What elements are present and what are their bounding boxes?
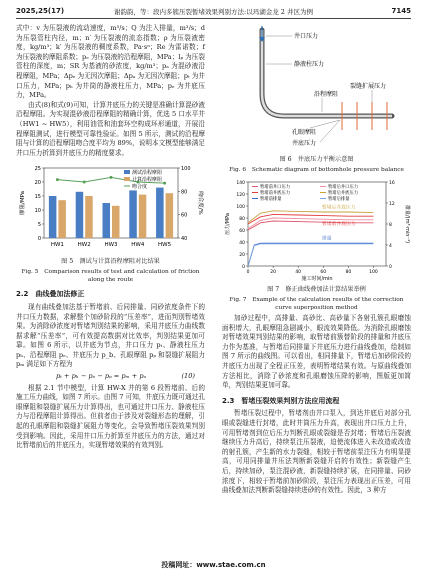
paragraph-hwx-calc: 根据 2.1 节中模型，计算 HW-X 井的第 6 段暂堵前、后的施工压力曲线，如图 7 所示。由图 7 可知，井底压力既可通过孔眼摩阻和裂缝扩展压力计算得出，也可通过井口压力、静液柱压力与沿程摩阻计算得出。但前者由于涉及对裂缝形态的理解，引起的孔眼摩阻和裂缝扩展阻力等变化，会导致暂堵压裂效果判别受到影响。因此，采用井口压力折算至井底压力的方法，通过对比暂堵前后的井底压力，实现暂堵效果的有效判别。	[16, 383, 205, 450]
friction-comparison-chart	[16, 160, 205, 256]
running-header	[0, 0, 427, 20]
figure-5-caption-en: Fig. 5 Comparison results of test and calculation of friction along the route	[21, 269, 200, 284]
fit-point	[56, 178, 59, 181]
perforation-leader	[310, 120, 340, 128]
running-title: 谢韵韵，等：段内多簇压裂暂堵效果判别方法:以玛湖金龙 2 井区为例	[114, 8, 313, 16]
y-tick-label: 10	[34, 208, 41, 215]
bar-test	[76, 192, 84, 238]
series-line	[248, 244, 373, 266]
y-right-tick-label: 60	[181, 212, 188, 219]
y-axis-label: 压力/MPa	[225, 213, 231, 235]
bar-test	[49, 196, 57, 238]
legend-label: 暂堵后排量	[328, 197, 350, 202]
y-tick-label: 5	[37, 222, 41, 229]
x-tick-label: 100	[369, 270, 378, 275]
legend-label: 暂堵后井口压力	[328, 185, 359, 190]
figure-7-caption-en: Fig. 7 Example of the calculation results of the correction curve superposition method	[229, 297, 404, 311]
x-tick-label: 0	[246, 270, 250, 275]
y-right-tick-label: 100	[181, 166, 191, 173]
bar-calc	[139, 195, 147, 238]
bar-calc	[112, 206, 120, 238]
x-tick-label: 20	[270, 270, 276, 275]
y-tick-label: 15	[34, 194, 41, 201]
legend-label: 测试沿程摩阻	[132, 170, 163, 177]
perforation-label: 孔眼摩阻	[292, 129, 317, 136]
annotation-after-bottomhole: 暂堵后井底压力	[322, 205, 356, 211]
x-tick-label: 40	[295, 270, 302, 275]
bottomhole-label: 井底压力	[292, 140, 317, 147]
y-tick-label: 140	[236, 181, 245, 186]
y-right-tick-label: 0	[389, 265, 392, 270]
paragraph-sand-stage: 加砂过程中，高排量、高砂比、高砂量下各射孔簇孔眼磨蚀面积增大，孔眼摩阻急剧减小，眼流效果降低。为消除孔眼磨蚀对暂堵效果判别结果的影响，取暂堵前簇替阶段的排量和井底压力作为基准，与暂堵后同排量下井底压力进行曲线叠加，绘制如图 7 所示的曲线图。可以看出，相同排量下，暂堵后加砂阶段的井底压力出现了全程正压差，表明暂堵结果有效。与原曲线叠加方法相比，消除了砂浓度和孔眼磨蚀压降的影响，图版更加简单，判别结果更加可靠。	[222, 314, 411, 390]
y-right-axis-label: 排量/(m³·min⁻¹)	[404, 204, 410, 244]
right-column	[222, 24, 411, 496]
y-tick-label: 100	[236, 205, 245, 210]
friction-label: 沿程摩阻	[314, 91, 339, 98]
bar-calc	[166, 194, 174, 239]
footer-site: 投稿网址：www.stae.com.cn	[161, 561, 266, 569]
x-axis-label: 施工时间/min	[301, 276, 333, 282]
bar-calc	[85, 196, 93, 238]
y-right-tick-label: 12	[389, 202, 395, 207]
figure-6-diagram	[222, 24, 411, 154]
fit-point	[163, 182, 166, 185]
section-2-3-heading: 2.3 暂堵压裂效果判别方法应用流程	[222, 396, 340, 405]
x-tick-label: 80	[345, 270, 352, 275]
legend-label: 计算沿程摩阻	[132, 177, 163, 184]
legend-label: 暂堵前排量	[260, 197, 282, 202]
figure-5-caption-cn: 图 5 测试与计算沿程摩阻对比结果	[61, 258, 160, 266]
x-tick-label: HW2	[77, 242, 91, 249]
series-line	[248, 211, 373, 223]
paragraph-curve-method: 现有曲线叠加法基于暂堵前、后同排量、同砂浓度条件下的井口压力数据，求解整个加砂阶段的“压差率”，进而判别暂堵效果。为消除砂浓度对暂堵判别结果的影响，采用井底压力曲线数据求解“压差率”，可有效提高数据对比效率，判别结果更加可靠。如图 6 所示，以井底为节点，井口压力 pₜ、静液柱压力 pₕ、沿程摩阻 pₑ、井底压力 p_b、孔眼摩阻 pₚ 和裂缝扩展阻力 pₘ 满足如下方程为	[16, 302, 205, 369]
legend-swatch	[124, 177, 130, 181]
bar-calc	[58, 201, 66, 239]
figure-7-chart	[222, 176, 411, 284]
y-tick-label: 0	[37, 236, 41, 243]
equation-10	[16, 372, 205, 382]
y-tick-label: 80	[239, 217, 245, 222]
bottomhole-pressure-diagram	[222, 24, 411, 154]
bar-test	[102, 203, 110, 238]
annotation-before-bottomhole: 暂堵前井底压力	[322, 222, 356, 228]
y-tick-label: 20	[34, 180, 41, 187]
paragraph-symbols: 式中：v 为压裂液的流动速度，m³/s；Q 为注入排量，m³/s；d 为压裂管柱内径，m；n′ 为压裂液的流态指数；ρ 为压裂液密度，kg/m³；k′ 为压裂液的稠度系数，Pa·sⁿ；Re 为雷诺数；f 为压裂液的摩阻系数；pₑ 为压裂液的沿程摩阻，MPa；lₚ 为压裂管柱的深度，m；SR 为基液的砂浓度，kg/m³；pₐ 为混砂液沿程摩阻，MPa；Δpₑ 为无因次摩阻；Δpₐ 为无因次摩阻；pₜ 为井口压力，MPa；pₕ 为井筒的静液柱压力，MPa；pₑ 为井底压力，MPa。	[16, 24, 205, 100]
legend-swatch	[124, 170, 130, 174]
series-line	[248, 243, 373, 266]
y-tick-label: 120	[236, 193, 245, 198]
figure-7-caption-cn: 图 7 修正曲线叠加法计算结果举例	[267, 286, 366, 293]
legend-label: 暂堵后井底压力	[328, 191, 359, 196]
hydrostatic-label: 静液柱压力	[294, 61, 325, 68]
x-tick-label: HW3	[104, 242, 118, 249]
y-right-tick-label: 80	[181, 189, 188, 196]
y-right-tick-label: 16	[389, 181, 395, 186]
fracture-label: 裂缝扩展压力	[350, 83, 387, 90]
y-tick-label: 20	[239, 253, 245, 258]
fit-point	[110, 176, 113, 179]
x-tick-label: HW5	[158, 242, 172, 249]
equation-number: (10)	[181, 372, 195, 381]
legend-label: 暂堵前井底压力	[260, 191, 291, 196]
bar-test	[156, 188, 164, 238]
paragraph-model-validation: 由式(8)和式(9)可知，计算井底压力的关键是准确计算混砂液沿程摩阻。为实现混砂液沿程摩阻的精确计算，优选 5 口水平井（HW1 ~ HW5），利用油管和油套环空构成环形通道，开展沿程摩阻测试，进行模型可靠性验证。如图 5 所示，测试的沿程摩阻与计算的沿程摩阻吻合度平均为 89%，说明本文模型能够满足井口压力折算到井底压力的精度要求。	[16, 100, 205, 157]
y-axis-label: 摩阻/MPa	[20, 191, 26, 216]
legend-label: 吻合度	[132, 184, 148, 191]
y-tick-label: 40	[239, 241, 245, 246]
wellhead-label: 井口压力	[294, 33, 319, 40]
bottomhole-leader	[320, 120, 340, 142]
figure-5-chart	[16, 160, 205, 256]
y-right-axis-label: 吻合度/%	[197, 191, 203, 216]
header-rule	[16, 18, 411, 19]
x-tick-label: 60	[320, 270, 327, 275]
journal-year-volume: 2025,25(17)	[16, 7, 65, 15]
legend-label: 暂堵前井口压力	[260, 185, 291, 190]
figure-6-caption-en: Fig. 6 Schematic diagram of bottomhole pressure balance	[229, 167, 404, 173]
bar-test	[129, 191, 137, 239]
x-tick-label: HW1	[50, 242, 64, 249]
equation-body: pₜ + pₕ − pₑ − pₚ = pₘ + pₒ	[56, 372, 147, 381]
page-number: 7145	[391, 7, 411, 15]
annotation-rate: 排量	[322, 236, 332, 242]
figure-6-caption-cn: 图 6 井底压力平衡示意图	[279, 156, 354, 163]
fit-point	[83, 181, 86, 184]
curve-superposition-chart	[222, 176, 411, 284]
section-2-2-heading: 2.2 曲线叠加法修正	[16, 290, 85, 299]
y-tick-label: 60	[239, 229, 245, 234]
y-right-tick-label: 4	[389, 244, 392, 249]
y-tick-label: 25	[34, 166, 41, 173]
x-tick-label: HW4	[131, 242, 145, 249]
y-right-tick-label: 40	[181, 236, 188, 243]
y-tick-label: 0	[242, 265, 245, 270]
y-right-tick-label: 8	[389, 223, 392, 228]
paragraph-workflow: 暂堵压裂过程中，暂堵剂由井口泵入，到达井底后对部分孔眼或裂缝进行封堵，此时井筒压力升高，表现出井口压力上升，可用暂堵剂到位后压力判断孔眼或裂缝是否封堵；暂堵后压裂液继续压力升高后，持续泵注压裂液，迫使流体进入未改造或改造的射孔簇，产生新的水力裂缝，相较于暂堵前泵注压力有明显提高，可用同排量井压法判断新裂缝开启的有效性；新裂缝产生后，持续加砂，泵注混砂液，新裂缝持续扩展，在同排量、同砂浓度下，相较于暂堵前加砂阶段，泵注压力表现出正压差，可用曲线叠加法判断新裂缝持续进砂的有效性。因此，3 种方	[222, 409, 411, 495]
left-column	[16, 24, 205, 451]
